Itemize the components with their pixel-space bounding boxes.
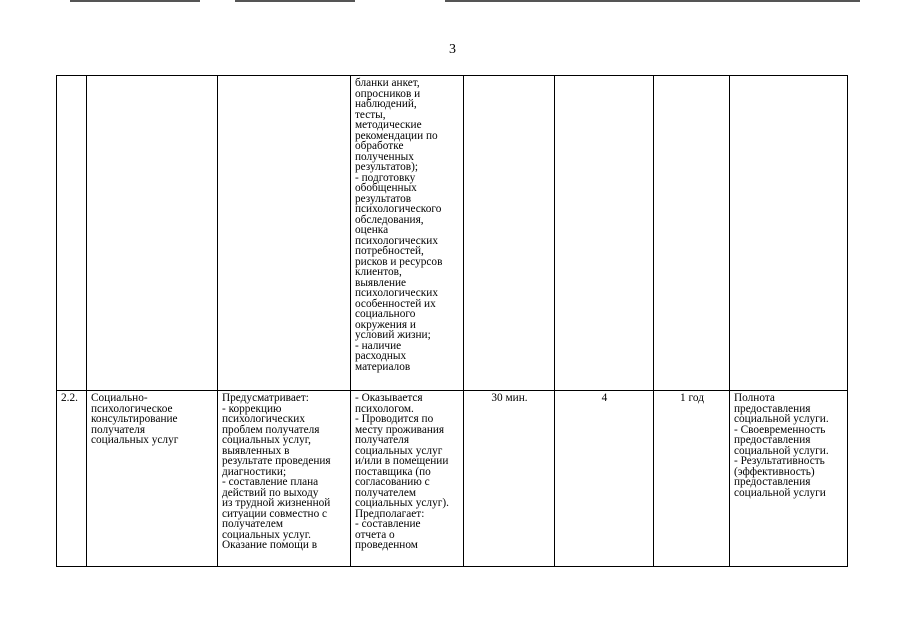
page-number: 3: [449, 42, 456, 57]
cell-service-name: [87, 76, 218, 391]
top-edge-rule-middle: [235, 0, 355, 2]
table-row-continuation: [57, 76, 848, 391]
services-table: [56, 75, 848, 567]
cell-service-name: Социально- психологическое консультирование получателя социальных услуг: [87, 391, 218, 567]
cell-conditions: бланки анкет, опросников и наблюдений, тесты, методические рекомендации по обработке полученных результатов); - подготовку обобщенных результатов психологического обследования, оценка психологических потребностей, рисков и ресурсов клиентов, выявление психологических особенностей их социального окружения и условий жизни; - наличие расходных материалов: [351, 76, 464, 391]
cell-period: 1 год: [654, 391, 730, 567]
table-row-2-2: [57, 391, 848, 567]
cell-indicators: [730, 76, 848, 391]
cell-units: [555, 76, 654, 391]
cell-time: 30 мин.: [464, 391, 555, 567]
top-edge-rule-right: [445, 0, 860, 2]
cell-time: [464, 76, 555, 391]
cell-description: [218, 76, 351, 391]
top-edge-rule-left: [70, 0, 200, 2]
cell-period: [654, 76, 730, 391]
cell-number: [57, 76, 87, 391]
cell-description: Предусматривает: - коррекцию психологических проблем получателя социальных услуг, выявленных в результате проведения диагностики; - составление плана действий по выходу из трудной жизненной ситуации совместно с получателем социальных услуг. Оказание помощи в: [218, 391, 351, 567]
cell-number: 2.2.: [57, 391, 87, 567]
cell-units: 4: [555, 391, 654, 567]
cell-conditions: - Оказывается психологом. - Проводится по месту проживания получателя социальных услуг и/или в помещении поставщика (по согласованию с получателем социальных услуг). Предполагает: - составление отчета о проведенном: [351, 391, 464, 567]
cell-indicators: Полнота предоставления социальной услуги. - Своевременность предоставления социальной услуги. - Результативность (эффективность) предоставления социальной услуги: [730, 391, 848, 567]
